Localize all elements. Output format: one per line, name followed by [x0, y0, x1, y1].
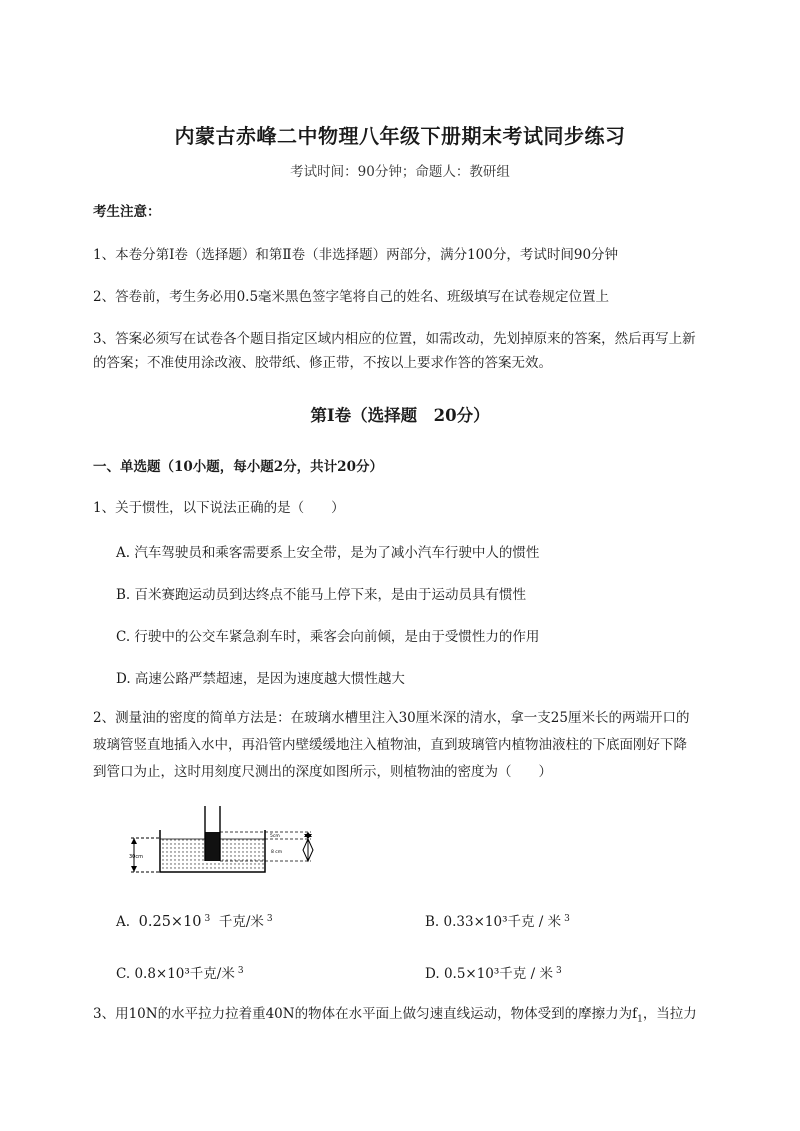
q2-option-b: B. 0.33×10³千克 / 米 $^3$	[425, 913, 570, 930]
q2-option-c: C. 0.8×10³千克/米 $^3$	[116, 965, 244, 982]
q1-option-d: D. 高速公路严禁超速，是因为速度越大惯性越大	[116, 671, 405, 687]
question-1-stem: 1、关于惯性，以下说法正确的是（ ）	[93, 500, 345, 516]
fig-label-right-top: 5cm	[270, 834, 280, 839]
question-2-line-2: 玻璃管竖直地插入水中，再沿管内壁缓缓地注入植物油，直到玻璃管内植物油液柱的下底面刚好下降	[93, 737, 687, 753]
note-item-1: 1、本卷分第I卷（选择题）和第Ⅱ卷（非选择题）两部分，满分100分，考试时间90分钟	[93, 247, 619, 263]
fig-label-right-mid: 8 cm	[271, 850, 283, 855]
q1-option-b: B. 百米赛跑运动员到达终点不能马上停下来，是由于运动员具有惯性	[116, 587, 527, 603]
note-item-3-cont: 的答案；不准使用涂改液、胶带纸、修正带，不按以上要求作答的答案无效。	[93, 355, 552, 371]
page-title: 内蒙古赤峰二中物理八年级下册期末考试同步练习	[174, 124, 626, 148]
question-3-stem: 3、用10N的水平拉力拉着重40N的物体在水平面上做匀速直线运动，物体受到的摩擦力为$f_1$，当拉力	[93, 1006, 697, 1025]
water-tank-diagram	[125, 806, 330, 876]
section-title: 第I卷（选择题 20分）	[310, 406, 490, 425]
question-2-line-3: 到管口为止，这时用刻度尺测出的深度如图所示，则植物油的密度为（ ）	[93, 764, 552, 780]
q1-option-a: A. 汽车驾驶员和乘客需要系上安全带，是为了减小汽车行驶中人的惯性	[116, 545, 540, 561]
notes-heading: 考生注意：	[93, 204, 161, 220]
fig-label-left: 30cm	[129, 854, 143, 860]
q1-option-c: C. 行驶中的公交车紧急刹车时，乘客会向前倾，是由于受惯性力的作用	[116, 629, 540, 645]
exam-info: 考试时间：90分钟；命题人：教研组	[290, 164, 510, 180]
part-heading: 一、单选题（10小题，每小题2分，共计20分）	[93, 459, 383, 475]
question-2-line-1: 2、测量油的密度的简单方法是：在玻璃水槽里注入30厘米深的清水，拿一支25厘米长的两端开口的	[93, 710, 690, 726]
q2-option-a: A. 0.25×10 $^3$ 千克/米 $^3$	[116, 913, 273, 930]
q2-option-d: D. 0.5×10³千克 / 米 $^3$	[425, 965, 562, 982]
note-item-2: 2、答卷前，考生务必用0.5毫米黑色签字笔将自己的姓名、班级填写在试卷规定位置上	[93, 289, 610, 305]
note-item-3: 3、答案必须写在试卷各个题目指定区域内相应的位置，如需改动，先划掉原来的答案，然后再写上新	[93, 331, 696, 347]
